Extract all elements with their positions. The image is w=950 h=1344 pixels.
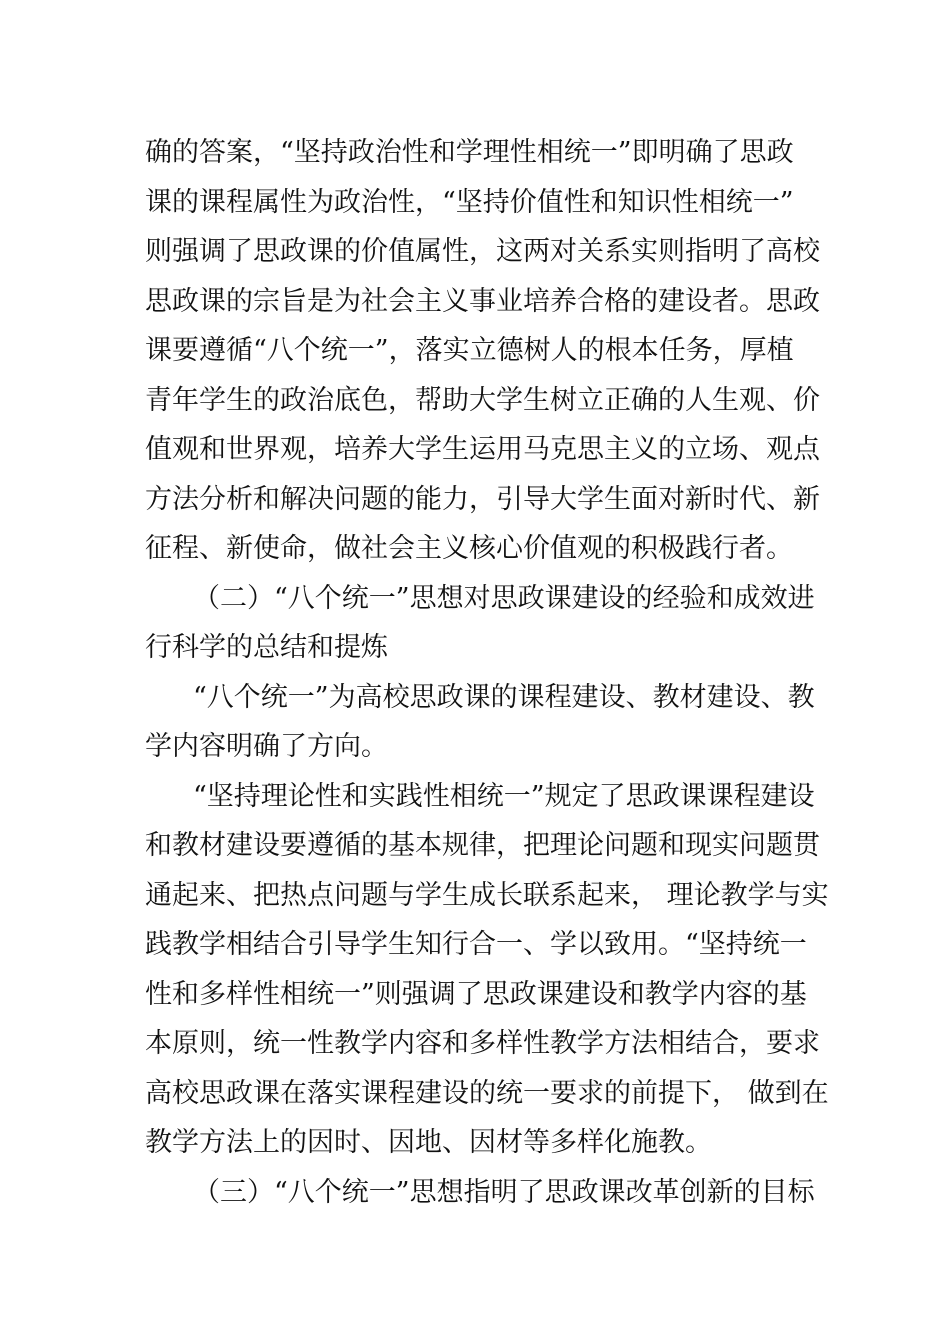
document-body <box>145 128 829 1217</box>
body-line: 课的课程属性为政治性，“坚持价值性和知识性相统一” <box>145 186 794 218</box>
body-line: 征程、新使命，做社会主义核心价值观的积极践行者。 <box>145 533 793 564</box>
body-line: 学内容明确了方向。 <box>145 731 388 762</box>
body-line: 方法分析和解决问题的能力，引导大学生面对新时代、新 <box>145 483 820 515</box>
body-line: 性和多样性相统一”则强调了思政课建设和教学内容的基 <box>145 978 807 1010</box>
body-line: 课要遵循“八个统一”，落实立德树人的根本任务，厚植 <box>145 335 794 366</box>
section-heading-line: （三）“八个统一”思想指明了思政课改革创新的目标 <box>193 1176 815 1208</box>
body-line: 通起来、把热点问题与学生成长联系起来， 理论教学与实 <box>145 879 829 911</box>
body-line: 教学方法上的因时、因地、因材等多样化施教。 <box>145 1127 712 1158</box>
body-line: 和教材建设要遵循的基本规律，把理论问题和现实问题贯 <box>145 830 820 861</box>
body-line: 践教学相结合引导学生知行合一、学以致用。“坚持统一 <box>145 929 807 960</box>
section-heading-line: 行科学的总结和提炼 <box>145 632 388 663</box>
body-line: 值观和世界观，培养大学生运用马克思主义的立场、观点 <box>145 434 820 465</box>
body-line: 青年学生的政治底色，帮助大学生树立正确的人生观、价 <box>145 384 820 416</box>
body-line: 则强调了思政课的价值属性，这两对关系实则指明了高校 <box>145 236 820 267</box>
body-line: 高校思政课在落实课程建设的统一要求的前提下， 做到在 <box>145 1077 829 1109</box>
section-heading-line: （二）“八个统一”思想对思政课建设的经验和成效进 <box>193 582 815 614</box>
body-line: “八个统一”为高校思政课的课程建设、教材建设、教 <box>193 681 815 713</box>
body-line: 本原则，统一性教学内容和多样性教学方法相结合，要求 <box>145 1028 820 1059</box>
body-line: “坚持理论性和实践性相统一”规定了思政课课程建设 <box>193 780 815 812</box>
body-line: 确的答案，“坚持政治性和学理性相统一”即明确了思政 <box>145 137 794 168</box>
body-line: 思政课的宗旨是为社会主义事业培养合格的建设者。思政 <box>145 285 820 317</box>
